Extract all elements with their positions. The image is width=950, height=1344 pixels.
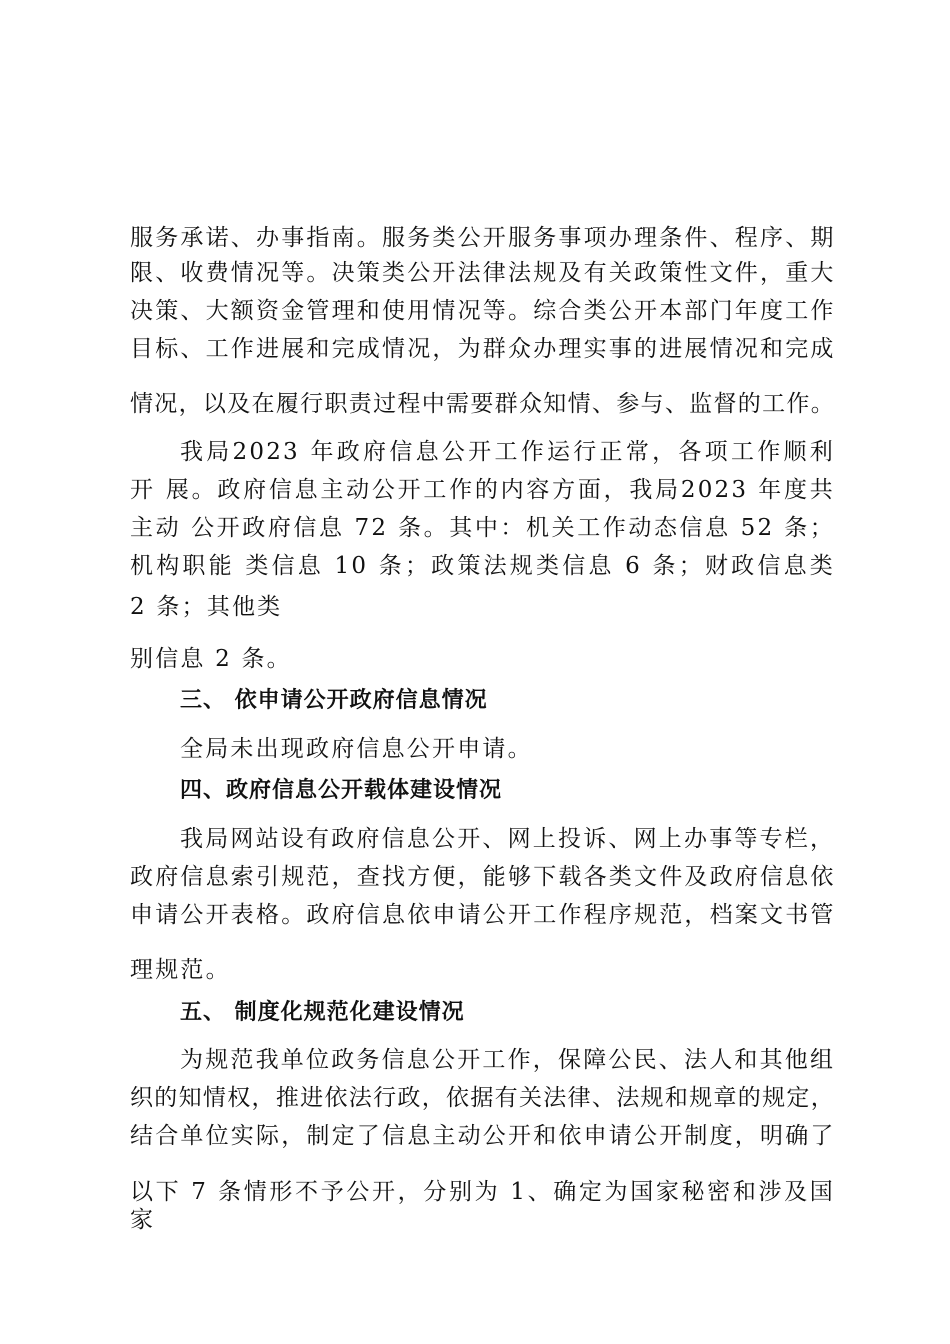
paragraph-line: 织的知情权，推进依法行政，依据有关法律、法规和规章的规定， — [130, 1085, 835, 1111]
paragraph-line: 主动 公开政府信息 72 条。其中：机关工作动态信息 52 条； — [130, 515, 835, 541]
paragraph-line: 以下 7 条情形不予公开，分别为 1、确定为国家秘密和涉及国 — [130, 1179, 835, 1205]
paragraph-line: 申请公开表格。政府信息依申请公开工作程序规范，档案文书管 — [130, 902, 836, 928]
paragraph-line: 开 展。政府信息主动公开工作的内容方面，我局2023 年度共 — [130, 477, 835, 503]
paragraph-line: 理规范。 — [130, 957, 231, 983]
paragraph-line: 我局2023 年政府信息公开工作运行正常，各项工作顺利 — [180, 439, 835, 465]
paragraph-line: 我局网站设有政府信息公开、网上投诉、网上办事等专栏， — [180, 826, 836, 852]
section-heading: 三、 依申请公开政府信息情况 — [180, 688, 488, 713]
paragraph-line: 决策、大额资金管理和使用情况等。综合类公开本部门年度工作 — [130, 298, 836, 324]
paragraph-line: 服务承诺、办事指南。服务类公开服务事项办理条件、程序、期 — [130, 225, 836, 251]
paragraph-line: 情况，以及在履行职责过程中需要群众知情、参与、监督的工作。 — [130, 391, 835, 417]
section-heading: 四、政府信息公开载体建设情况 — [180, 778, 503, 803]
section-heading: 五、 制度化规范化建设情况 — [180, 1000, 465, 1025]
paragraph-line: 目标、工作进展和完成情况，为群众办理实事的进展情况和完成 — [130, 336, 836, 362]
paragraph-line: 限、收费情况等。决策类公开法律法规及有关政策性文件，重大 — [130, 260, 836, 286]
paragraph-line: 别信息 2 条。 — [130, 646, 292, 672]
paragraph-line: 2 条；其他类 — [130, 594, 283, 620]
paragraph-line: 全局未出现政府信息公开申请。 — [180, 736, 533, 762]
paragraph-line: 家 — [130, 1207, 156, 1233]
paragraph-line: 为规范我单位政务信息公开工作，保障公民、法人和其他组 — [180, 1047, 836, 1073]
paragraph-line: 机构职能 类信息 10 条；政策法规类信息 6 条；财政信息类 — [130, 553, 835, 579]
paragraph-line: 政府信息索引规范，查找方便，能够下载各类文件及政府信息依 — [130, 864, 836, 890]
paragraph-line: 结合单位实际，制定了信息主动公开和依申请公开制度，明确了 — [130, 1123, 836, 1149]
